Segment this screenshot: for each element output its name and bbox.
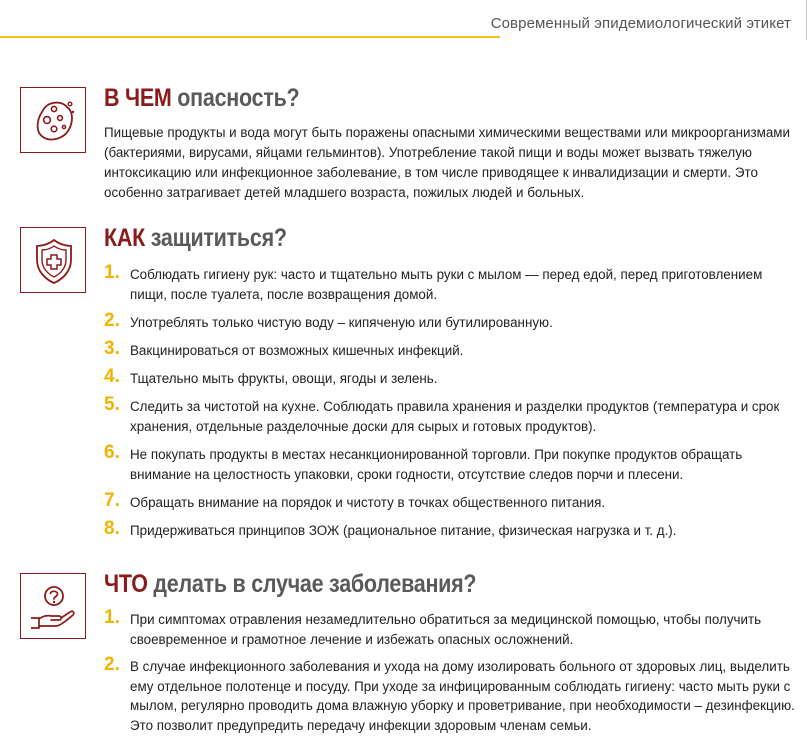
title-strong: В ЧЕМ [104, 84, 172, 112]
list-number: 7. [104, 490, 120, 511]
bacteria-icon [20, 87, 86, 153]
list-text: Придерживаться принципов ЗОЖ (рациональное питание, физическая нагрузка и т. д.). [130, 523, 677, 538]
list-number: 1. [104, 607, 120, 628]
list-text: Следить за чистотой на кухне. Соблюдать правила хранения и разделки продуктов (температура и срок хранения, отдельные разделочные доски для сырых и готовых продуктов). [130, 399, 780, 434]
list-number: 1. [104, 262, 120, 283]
list-number: 4. [104, 366, 120, 387]
list-number: 3. [104, 338, 120, 359]
section-title-protect [104, 224, 287, 253]
title-strong: КАК [104, 224, 145, 252]
page-header [0, 0, 807, 40]
list-text: В случае инфекционного заболевания и ухода на дому изолировать больного от здоровых лиц, выделить ему отдельное полотенце и посуду. При уходе за инфицированным соблюдать гигиену: часто мыть руки с мылом, регулярно проводить дома влажную уборку и проветривание, при необходимости – дезинфекцию. Это позволит предупредить передачу инфекции здоровым членам семьи. [130, 659, 795, 733]
title-rest: делать в случае заболевания? [153, 570, 477, 598]
header-title: Современный эпидемиологический этикет [490, 15, 791, 32]
list-text: Вакцинироваться от возможных кишечных инфекций. [130, 343, 464, 358]
list-text: Соблюдать гигиену рук: часто и тщательно мыть руки с мылом — перед едой, перед приготовлением пищи, после туалета, после возвращения домой. [130, 267, 763, 302]
list-number: 5. [104, 394, 120, 415]
list-number: 8. [104, 518, 120, 539]
list-number: 6. [104, 442, 120, 463]
section-title-danger [104, 84, 299, 113]
list-text: При симптомах отравления незамедлительно обратиться за медицинской помощью, чтобы получить своевременное и грамотное лечение и избежать опасных осложнений. [130, 612, 762, 647]
title-strong: ЧТО [104, 570, 148, 598]
list-number: 2. [104, 310, 120, 331]
list-text: Не покупать продукты в местах несанкционированной торговли. При покупке продуктов обращать внимание на целостность упаковки, сроки годности, отсутствие следов порчи и плесени. [130, 447, 743, 482]
title-rest: защититься? [150, 224, 287, 252]
list-text: Тщательно мыть фрукты, овощи, ягоды и зелень. [130, 371, 438, 386]
list-text: Обращать внимание на порядок и чистоту в точках общественного питания. [130, 495, 606, 510]
section-title-action [104, 570, 476, 599]
shield-cross-icon [20, 227, 86, 293]
list-number: 2. [104, 654, 120, 675]
section-paragraph-danger: Пищевые продукты и вода могут быть поражены опасными химическими веществами или микроорганизмами (бактериями, вирусами, яйцами гельминтов). Употребление такой пищи и воды может вызвать тяжелую интоксикацию или инфекционное заболевание, в том числе приводящее к инвалидизации и смерти. Это особенно затрагивает детей младшего возраста, пожилых людей и больных. [104, 125, 790, 200]
list-text: Употреблять только чистую воду – кипяченую или бутилированную. [130, 315, 553, 330]
question-hand-icon [20, 573, 86, 639]
title-rest: опасность? [177, 84, 300, 112]
header-rule [0, 36, 500, 38]
